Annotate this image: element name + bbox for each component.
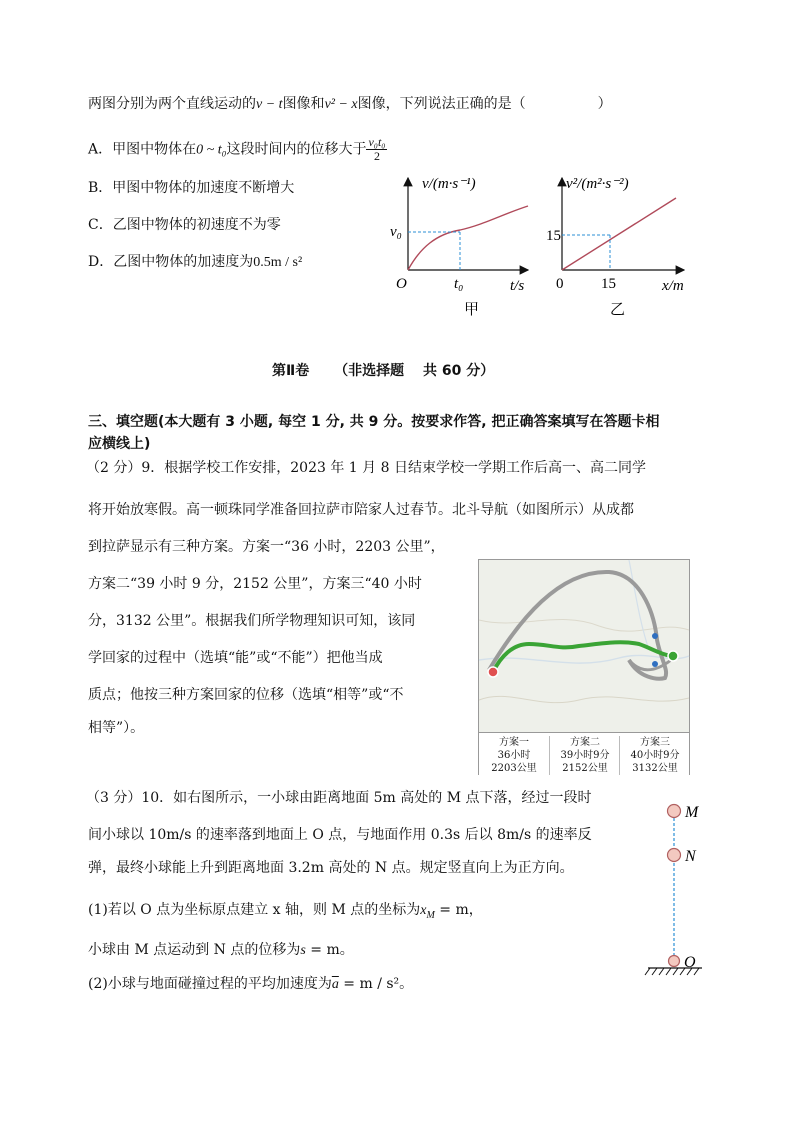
- graph-yi-y15-label: 15: [546, 228, 561, 244]
- ball-m-icon: [668, 805, 681, 818]
- q9-line4: 方案二“39 小时 9 分，2152 公里”，方案三“40 小时: [88, 576, 422, 592]
- q8-vt-symbol: v − t: [256, 97, 283, 112]
- q10-a-symbol: $\overline{a}$: [331, 977, 339, 992]
- q10-line2: 间小球以 10m/s 的速率落到地面上 O 点，与地面作用 0.3s 后以 8m/s 的速率反: [88, 827, 592, 843]
- graph-jia-xlabel: t/s: [510, 278, 525, 294]
- navigation-map-figure: [478, 559, 690, 775]
- q8-option-a-text: A．甲图中物体在: [88, 141, 197, 158]
- q8-stem-text-c: 图像，下列说法正确的是（: [357, 96, 526, 112]
- map-scheme-3-time: 40小时9分: [630, 750, 680, 761]
- map-scheme-1-time: 36小时: [497, 750, 531, 761]
- graph-yi-x15-label: 15: [601, 276, 616, 292]
- q9-line8: 相等”）。: [88, 720, 145, 736]
- map-scheme-3-dist: 3132公里: [632, 763, 678, 774]
- q8-fraction-numerator: v₀t₀: [368, 135, 386, 149]
- graph-yi: [548, 168, 708, 318]
- q8-option-b: B．甲图中物体的加速度不断增大: [88, 180, 295, 196]
- map-scheme-2-name: 方案二: [570, 737, 600, 748]
- end-marker-icon: [668, 651, 678, 661]
- graph-jia: [388, 168, 538, 318]
- q9-line6: 学回家的过程中（选填“能”或“不能”）把他当成: [88, 650, 383, 666]
- map-scheme-1-name: 方案一: [499, 737, 529, 748]
- part3-heading-line2: 应横线上): [88, 436, 151, 452]
- section2-title: [272, 360, 494, 380]
- q8-stem-text-b: 图像和: [282, 96, 325, 112]
- section2-subtitle: （非选择题 共 60 分）: [334, 363, 495, 379]
- q10-line6-unit: = m / s²。: [338, 976, 414, 992]
- q9-line2: 将开始放寒假。高一顿珠同学准备回拉萨市陪家人过春节。北斗导航（如图所示）从成都: [88, 502, 634, 518]
- q10-line1: （3 分）10．如右图所示，一小球由距离地面 5m 高处的 M 点下落，经过一段时: [86, 790, 592, 806]
- map-scheme-2-time: 39小时9分: [560, 750, 610, 761]
- graph-jia-origin: O: [396, 276, 407, 292]
- q8-fraction-denominator: 2: [373, 149, 380, 163]
- graph-yi-caption: 乙: [610, 300, 626, 318]
- graph-yi-ylabel: v²/(m²·s⁻²): [566, 176, 629, 192]
- map-scheme-3[interactable]: [619, 736, 690, 775]
- map-scheme-2-dist: 2152公里: [562, 763, 608, 774]
- part3-heading-line1: 三、填空题(本大题有 3 小题, 每空 1 分, 共 9 分。按要求作答, 把正确答案填写在答题卡相: [88, 414, 660, 430]
- start-marker-icon: [488, 667, 498, 677]
- graph-jia-v0-label: v₀: [390, 224, 402, 240]
- q8-option-d-text: D．乙图中物体的加速度为: [88, 254, 254, 270]
- map-scheme-1[interactable]: [479, 736, 549, 775]
- ball-figure: [640, 795, 720, 980]
- q9-line3: 到拉萨显示有三种方案。方案一“36 小时，2203 公里”，: [88, 539, 445, 555]
- q10-line6: [88, 974, 413, 995]
- q10-line3: 弹，最终小球能上升到距离地面 3.2m 高处的 N 点。规定竖直向上为正方向。: [88, 860, 574, 876]
- q8-option-d-value: 0.5m / s²: [253, 255, 303, 270]
- map-scheme-3-name: 方案三: [640, 737, 670, 748]
- graph-jia-curve: [408, 206, 528, 270]
- q10-line5-text: 小球由 M 点运动到 N 点的位移为: [88, 942, 301, 958]
- map-scheme-1-dist: 2203公里: [491, 763, 537, 774]
- q10-xm-subscript: M: [426, 909, 435, 921]
- graph-jia-caption: 甲: [464, 300, 480, 318]
- graph-jia-t0-label: t₀: [454, 276, 464, 292]
- navigation-map: [479, 560, 689, 732]
- graph-yi-origin: 0: [556, 276, 564, 292]
- q8-v2x-symbol: v² − x: [324, 97, 358, 112]
- q8-option-a-fraction: [366, 136, 387, 163]
- section2-title-text: 第Ⅱ卷: [272, 363, 310, 379]
- q8-option-a: [88, 136, 387, 163]
- q10-line4: [88, 900, 483, 926]
- q8-stem-text-a: 两图分别为两个直线运动的: [88, 96, 256, 112]
- q8-stem: [88, 94, 612, 115]
- q9-line5: 分，3132 公里”。根据我们所学物理知识可知，该同: [88, 613, 416, 629]
- waypoint-icon: [652, 633, 658, 639]
- q10-line6-text: (2)小球与地面碰撞过程的平均加速度为: [88, 976, 332, 992]
- waypoint-icon-2: [652, 661, 658, 667]
- q8-option-a-range: 0 ~ t₀: [196, 142, 227, 158]
- ball-n-icon: [668, 849, 681, 862]
- ball-o-icon: [669, 956, 680, 967]
- q8-stem-text-d: ）: [597, 96, 612, 112]
- graph-yi-xlabel: x/m: [662, 278, 684, 294]
- q9-line7: 质点；他按三种方案回家的位移（选填“相等”或“不: [88, 687, 404, 703]
- q9-line1: （2 分）9．根据学校工作安排，2023 年 1 月 8 日结束学校一学期工作后高一、高二同学: [86, 460, 646, 476]
- q10-line4-unit: = m，: [434, 902, 483, 918]
- ball-o-label: O: [684, 954, 696, 971]
- q10-xm-symbol: x: [420, 903, 427, 918]
- map-scheme-2[interactable]: [549, 736, 620, 775]
- q8-option-d: [88, 252, 302, 273]
- graph-jia-ylabel: v/(m·s⁻¹): [422, 176, 476, 192]
- q8-option-c: C．乙图中物体的初速度不为零: [88, 217, 281, 233]
- q10-line4-text: (1)若以 O 点为坐标原点建立 x 轴，则 M 点的坐标为: [88, 902, 421, 918]
- q8-option-a-text2: 这段时间内的位移大于: [226, 141, 367, 158]
- ball-n-label: N: [685, 848, 696, 865]
- q10-line5: [88, 940, 354, 961]
- map-route-table: [479, 732, 689, 775]
- ball-m-label: M: [685, 804, 699, 821]
- q10-line5-unit: = m。: [305, 942, 354, 958]
- graph-yi-line: [562, 198, 676, 270]
- q10-s-symbol: s: [300, 943, 306, 958]
